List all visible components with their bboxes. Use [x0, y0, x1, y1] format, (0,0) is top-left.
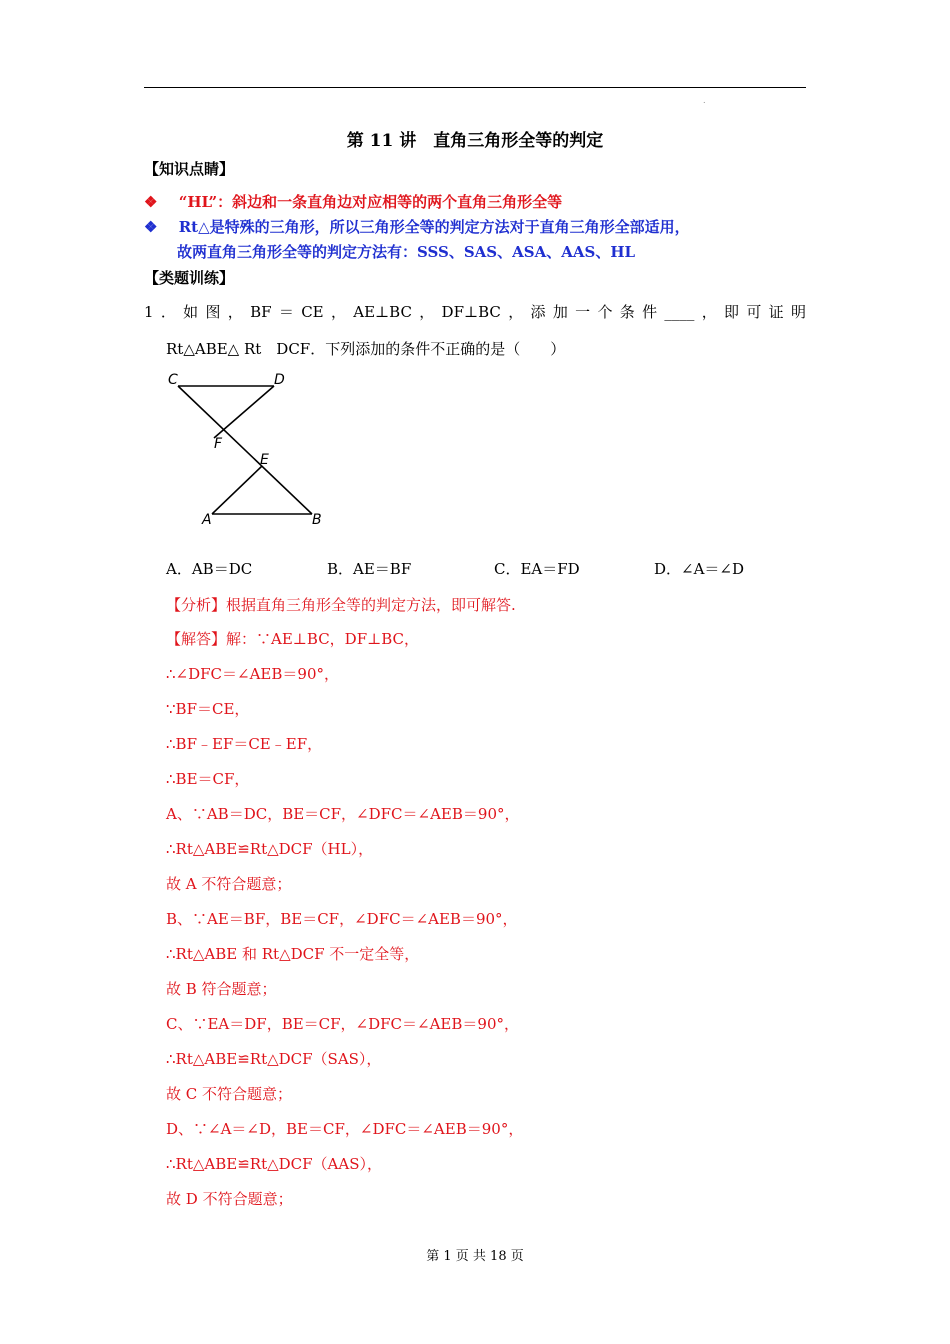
- solution-line: A、∵AB＝DC，BE＝CF，∠DFC＝∠AEB＝90°，: [166, 805, 520, 823]
- solution-line: 故 B 符合题意；: [166, 980, 277, 998]
- bullet-icon: ❖: [144, 193, 158, 211]
- solution-line: 故 D 不符合题意；: [166, 1190, 293, 1208]
- solution-line: ∴BE＝CF，: [166, 770, 250, 788]
- label-a: A: [202, 512, 212, 528]
- question-1-line-1: 1．如图，BF＝CE，AE⊥BC，DF⊥BC，添加一个条件____，即可证明: [144, 303, 806, 321]
- solution-line: B、∵AE＝BF，BE＝CF，∠DFC＝∠AEB＝90°，: [166, 910, 518, 928]
- geometry-figure: [164, 368, 334, 528]
- label-b: B: [312, 512, 322, 528]
- option-c: C．EA＝FD: [494, 560, 580, 578]
- header-rule: [144, 87, 806, 88]
- knowledge-bullet-2: [144, 216, 690, 237]
- bullet-icon: ❖: [144, 218, 158, 236]
- knowledge-bullet-1: [144, 191, 562, 212]
- segment-cb: [178, 386, 312, 514]
- solution-line: D、∵∠A＝∠D，BE＝CF，∠DFC＝∠AEB＝90°，: [166, 1120, 524, 1138]
- solution-line: 【分析】根据直角三角形全等的判定方法，即可解答.: [166, 596, 516, 614]
- solution-line: ∴Rt△ABE≌Rt△DCF（AAS），: [166, 1155, 382, 1173]
- solution-line: C、∵EA＝DF，BE＝CF，∠DFC＝∠AEB＝90°，: [166, 1015, 519, 1033]
- header-dot: .: [703, 96, 706, 105]
- section-knowledge: 【知识点睛】: [144, 160, 235, 178]
- page-footer: 第 1 页 共 18 页: [426, 1249, 524, 1264]
- segment-ae: [212, 466, 262, 514]
- solution-line: 故 C 不符合题意；: [166, 1085, 293, 1103]
- label-f: F: [214, 436, 223, 452]
- option-b: B．AE＝BF: [327, 560, 412, 578]
- segment-df: [214, 386, 274, 438]
- bullet-2-text-line2: 故两直角三角形全等的判定方法有：SSS、SAS、ASA、AAS、HL: [177, 243, 636, 261]
- solution-line: ∴Rt△ABE 和 Rt△DCF 不一定全等，: [166, 945, 420, 963]
- label-d: D: [274, 372, 285, 388]
- solution-line: ∴Rt△ABE≌Rt△DCF（HL），: [166, 840, 374, 858]
- solution-line: ∴∠DFC＝∠AEB＝90°，: [166, 665, 339, 683]
- bullet-1-text: “HL”：斜边和一条直角边对应相等的两个直角三角形全等: [178, 193, 563, 211]
- question-1-line-2: Rt△ABE△ Rt DCF．下列添加的条件不正确的是（ ）: [166, 340, 566, 358]
- solution-line: 【解答】解：∵AE⊥BC，DF⊥BC，: [166, 630, 419, 648]
- option-d: D．∠A＝∠D: [654, 560, 745, 578]
- solution-line: 故 A 不符合题意；: [166, 875, 292, 893]
- page-title: 第 11 讲 直角三角形全等的判定: [346, 131, 604, 151]
- solution-line: ∴BF﹣EF＝CE﹣EF，: [166, 735, 323, 753]
- label-c: C: [168, 372, 178, 388]
- option-a: A．AB＝DC: [166, 560, 253, 578]
- section-training: 【类题训练】: [144, 269, 235, 287]
- solution-line: ∴Rt△ABE≌Rt△DCF（SAS），: [166, 1050, 382, 1068]
- solution-line: ∵BF＝CE，: [166, 700, 250, 718]
- bullet-2-text-line1: Rt△是特殊的三角形，所以三角形全等的判定方法对于直角三角形全部适用，: [178, 218, 690, 236]
- label-e: E: [260, 452, 269, 468]
